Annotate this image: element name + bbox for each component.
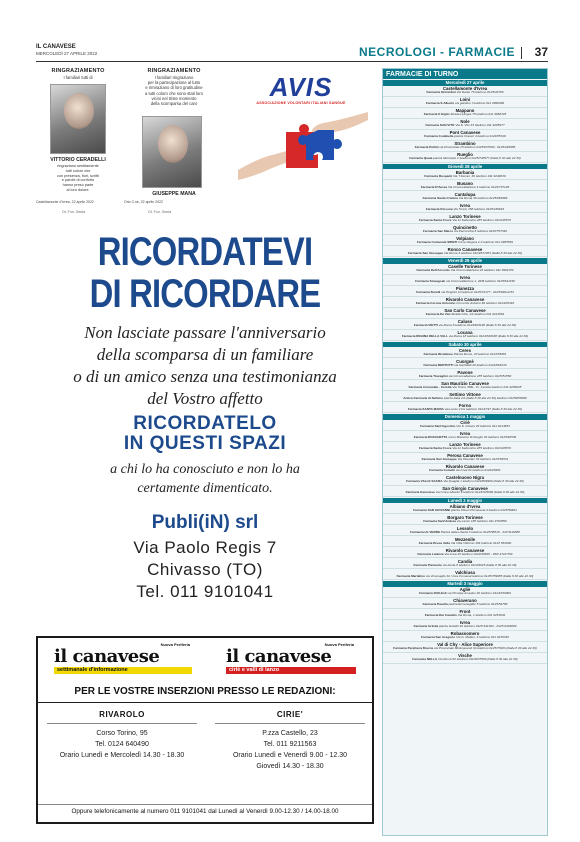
pharmacy-name: Farmacia Persona (425, 206, 453, 211)
town-name: Albiano d'Ivrea (449, 503, 481, 509)
office-address: Corso Torino, 95 (96, 730, 148, 737)
pharmacy-name: Farmacia NELLA (412, 657, 438, 662)
town-name: San Maurizio Canavese (441, 380, 489, 386)
pharmacy-entry (383, 531, 547, 536)
pharmacy-name: Farmacia San Marco (423, 228, 454, 233)
town-name: Caselle Torinese (448, 264, 482, 270)
pharmacy-name: Farmacia Santa Cristina (422, 195, 458, 200)
office-rivarolo (42, 710, 202, 761)
pharmacy-name: Farmacia Ricaldone (423, 351, 453, 356)
town-name: Strambino (454, 141, 476, 147)
pharmacies-title: FARMACIE DI TURNO (383, 69, 547, 79)
paragraph-line: o di un amico senza una testimonianza (73, 367, 337, 386)
pharmacy-entry (383, 658, 547, 663)
pharmacy-entry (383, 335, 547, 340)
pharmacy-address: Via Circonvallazione 24 telefono 011 9961150 (450, 268, 514, 273)
pharmacy-name: Farmacia BERTOTTI (423, 362, 454, 367)
pharmacy-name: Farmacia SANTA MARIA (407, 406, 444, 411)
portrait (64, 93, 94, 129)
avis-logo (248, 72, 354, 105)
obituary-name-2: GIUSEPPE MANA (152, 191, 196, 197)
pharmacy-name: Farmacia Comelli (429, 468, 455, 473)
pharmacy-address: Strada Leinigra 78 telefono 011 9968728 (450, 112, 507, 117)
pharmacy-name: Farmacia Santa Croce (418, 217, 452, 222)
town-name: Mezzenile (454, 536, 476, 542)
message-line: tutti coloro che (65, 168, 91, 173)
pharmacy-entry (383, 175, 547, 180)
pharmacy-address: via giardino 3 telefono 011 9996999 (455, 101, 505, 106)
pharmacy-name: Farmacia Latanza (417, 551, 444, 556)
pharmacy-address: via Vicomaglio 32 / loca Comanal telefono 0125/789085 (Dalle 8.30 alle 22.30) (425, 573, 534, 578)
pharmacy-name: Farmacia Sant'Agostino (420, 424, 456, 429)
pharmacy-entry (383, 520, 547, 525)
town-name: Cuorgnè (456, 358, 474, 364)
pharmacy-entry (383, 625, 547, 630)
pharmacy-name: Antica Farmacia di Settimo (403, 395, 443, 400)
company-city: Chivasso (TO) (147, 560, 263, 579)
message-line: vicini nel triste momento (151, 95, 197, 101)
pharmacy-address: via Pinghini 10 telefono 0125/72177 - 0125/64012/33 (441, 290, 514, 295)
town-name: Lanzo Torinese (449, 213, 481, 219)
obituary-1 (38, 68, 118, 80)
pharmacy-entry (383, 469, 547, 474)
day-header: Lunedì 2 maggio (383, 498, 547, 504)
pharmacy-address: piazza Italia 1/b (dalle 8.30 alle 22.30) telefono 0125/658090 (443, 395, 527, 400)
pharmacy-name: Farmacia Il Giglio (423, 112, 450, 117)
pharmacy-entry (383, 241, 547, 246)
obituary-title: RINGRAZIAMENTO (51, 68, 105, 74)
message-line: ringraziano sentitamente (57, 164, 99, 168)
message-line: I familiari ringraziano (154, 75, 194, 80)
pharmacy-address: via Provinciale 66/Acquaroli 3A telefono 0125/78203 (Dalle 8.30 alle 22.30) (434, 646, 537, 651)
pharmacy-entry (383, 375, 547, 380)
pharmacy-entry (383, 647, 547, 652)
pharmacy-address: via Roma 8 telefono 0124/601190 (Dalle 8.30 alle 22.30) (438, 323, 517, 328)
obituary-title: RINGRAZIAMENTO (147, 68, 201, 74)
logo-strip: settimanale d'informazione (54, 667, 192, 674)
pharmacy-address: Via S. Ciriaco 29 telefono 011 9214653 (456, 424, 510, 429)
obituary-message-2 (124, 75, 224, 106)
pharmacy-address: Via Circonvallazione 4 telefono 0124/737148 (447, 184, 510, 189)
pharmacy-address: Via T.Ferrari, 36 telefono 011 9240030 (452, 173, 506, 178)
pharmacy-address: Via Oberdan 39 telefono 0125/54531 (457, 457, 509, 462)
pharmacy-address: Via Roma 36 telefono 0125/669966 (458, 195, 508, 200)
pharmacy-entry (383, 186, 547, 191)
town-name: Loini (459, 97, 471, 103)
town-name: Locana (457, 330, 473, 336)
pharmacy-address: Via S. Vito 33 telefono 011 9295977 (455, 123, 505, 128)
pharmacy-address: Via Torino 158 telefono 0125/239618 (453, 206, 505, 211)
town-name: Mappano (455, 108, 475, 114)
pharmacy-address: Via Dante 70 telefono 0125/44700 (456, 90, 504, 95)
office-cirie (210, 710, 370, 772)
logo-tag: Nuova Periferia (324, 642, 354, 647)
obituary-place-date-1: Castellamonte d'Ivrea, 22 aprile 2022 (36, 200, 94, 204)
page-number: 37 (534, 45, 548, 59)
message-line: a tutti coloro che sono stati loro (145, 90, 203, 96)
town-name: Ivrea (459, 275, 471, 281)
ad-paragraph-2 (36, 460, 374, 498)
pharmacy-entry (383, 564, 547, 569)
day-header: Martedì 3 maggio (383, 581, 547, 587)
pharmacy-entry (383, 208, 547, 213)
paragraph-line: certamente dimenticato. (137, 481, 273, 496)
company-address: Via Paolo Regis 7 (133, 538, 277, 557)
cta-line-2: IN QUESTI SPAZI (123, 433, 287, 454)
message-line: hanno preso parte (62, 183, 94, 188)
pharmacy-address: piazza Municipio 1 telefono 0125/748577 (Dalle 8.30 alle 22.30) (433, 156, 521, 161)
pharmacy-name: Farmacia Santa Croce (418, 446, 452, 451)
pharmacy-address: Via 11 Settembre 285 telefono 0123/28872 (452, 446, 512, 451)
pharmacy-name: Farmacia De Zan (425, 312, 451, 317)
town-name: Front (459, 609, 471, 615)
pharmacy-entry (383, 603, 547, 608)
pharmacy-name: Farmacia Ghirardini (426, 90, 456, 95)
pharmacy-address: piazza Ermenegildo 5 telefono 0125/54788 (448, 602, 508, 607)
pharmacy-name: Farmacia Perphiera Bracca (393, 646, 434, 651)
pharmacy-entry (383, 313, 547, 318)
pharmacy-entry (383, 291, 547, 296)
company-name: Publi(iN) srl (151, 512, 259, 533)
pharmacy-name: Farmacia Dell'Accordo (416, 268, 450, 273)
phone-contact-note: Oppure telefonicamente al numero 011 9101041 dal Lunedì al Venerdì 9.00-12.30 / 14.00-18.00 (38, 804, 372, 815)
town-name: Borgaro Torinese (447, 514, 483, 520)
message-line: per la partecipazione al lutto (147, 80, 201, 86)
pharmacy-entry (383, 280, 547, 285)
paragraph-line: a chi lo ha conosciuto e non lo ha (110, 462, 300, 477)
day-header: Mercoledì 27 aprile (383, 80, 547, 86)
pharmacy-address: Via G. Matteo, 4 telefono 011 9235339 (456, 635, 509, 640)
office-hours: Orario Lunedì e Mercoledì 14.30 - 18.30 (59, 752, 185, 759)
town-name: Forno (458, 402, 472, 408)
town-name: Candia (457, 558, 473, 564)
pharmacy-address: via Ivrea 61 telefono 0124/28451 (455, 468, 501, 473)
obituary-intro: I familiari tutti di (63, 75, 93, 80)
pharmacy-entry (383, 252, 547, 257)
pharmacy-address: via Principe Amedeo 40 telefono 0124/330009 (447, 591, 511, 596)
town-name: Agliè (459, 587, 471, 593)
pharmacy-name: Farmacia Codebelle (424, 134, 454, 139)
town-name: Caluso (457, 319, 473, 325)
pharmacy-name: Farmacia Del Castello (424, 613, 457, 618)
paragraph-line: della scomparsa di un familiare (96, 345, 314, 364)
pharmacy-name: Farmacia Brusa Vella (418, 540, 450, 545)
headline-line-1: RICORDATEVI (97, 230, 313, 274)
pharmacy-address: Via Torino 38/E - Fr. Ceretta telefono 011 9289045 (452, 384, 522, 389)
pharmacy-name: Farmacia Burelli (416, 290, 441, 295)
pharmacy-entry (383, 575, 547, 580)
pharmacy-address: Piazza Rumo, 20 telefono 0123/53681 (453, 351, 507, 356)
pharmacy-entry (383, 135, 547, 140)
pharmacy-entry (383, 408, 547, 413)
pharmacy-name: Farmacia Quaia (409, 156, 433, 161)
pharmacy-name: Farmacia Sant'Andrea (423, 518, 456, 523)
pharmacy-entry (383, 491, 547, 496)
pharmacy-name: Farmacia VALLE SACRA (406, 479, 443, 484)
pharmacy-name: Farmacia Pollini (414, 145, 439, 150)
pharmacy-name: Farmacia REGINA DELLA VALL (401, 334, 448, 339)
town-name: Rivarolo Canavese (445, 297, 485, 303)
pharmacy-name: Farmacia ROCCHETTA (413, 435, 448, 440)
pharmacy-name: Farmacia Martalino (396, 573, 425, 578)
town-name: Pavone (457, 369, 473, 375)
pharmacy-entry (383, 509, 547, 514)
pharmacy-entry (383, 614, 547, 619)
town-name: Settimo Vittone (449, 391, 481, 397)
pharmacy-entry (383, 102, 547, 107)
company-phone: Tel. 011 9101041 (136, 582, 274, 601)
obituary-message-1 (36, 164, 120, 193)
obituary-place-date-2: Orio C.se, 22 aprile 2022 (124, 200, 163, 204)
puzzle-hands-icon (238, 110, 368, 182)
town-name: Quincinetto (453, 224, 477, 230)
pharmacy-name: Farmacia Ruspanti (424, 173, 453, 178)
pharmacy-entry (383, 197, 547, 202)
message-line: e parole di conforto (61, 178, 95, 183)
obituary-signature-2: Ot. Fun. Genta (148, 210, 172, 214)
pharmacy-name: Farmacia Comunale - Ceretta (408, 384, 452, 389)
town-name: Rivarolo Canavese (445, 547, 485, 553)
pharmacy-name: Farmacia Smeagoeli (415, 279, 446, 284)
obituary-photo-2 (142, 116, 202, 188)
logo-strip: ciriè e valli di lanzo (226, 667, 356, 674)
town-name: Valchiusa (455, 569, 475, 575)
pharmacy-address: Piazza della Libertà 3 telefono 0125/58816 - 347/1116888 (440, 529, 520, 534)
town-name: Ciriè (460, 420, 470, 426)
town-name: Perosa Canavese (447, 453, 483, 459)
divider (521, 47, 522, 59)
paragraph-line: del Vostro affetto (147, 389, 263, 408)
pharmacy-name: Farmacia DUGALE (419, 591, 447, 596)
office-phone: Tel. 011 9211563 (263, 741, 317, 748)
pharmacy-name: Farmacia SAN VITO (425, 123, 455, 128)
town-name: Ivrea (459, 202, 471, 208)
obituary-name-1: VITTORIO CERADELLI (50, 157, 106, 163)
town-name: Pont Canavese (449, 130, 481, 136)
avis-ad (228, 66, 374, 182)
pharmacy-name: Farmacia D'Aurea (420, 184, 447, 189)
pharmacy-entry (383, 219, 547, 224)
pharmacy-entry (383, 91, 547, 96)
town-name: Vische (458, 653, 472, 659)
pharmacy-entry (383, 157, 547, 162)
obituary-photo-1 (50, 84, 106, 154)
town-name: Castelnuovo Nigra (446, 475, 484, 481)
pharmacy-address: Via Roma, 1 telefono 011 9251632 (457, 613, 506, 618)
pharmacy-entry (383, 146, 547, 151)
pharmacy-entry (383, 553, 547, 558)
pharmacy-address: piazza Gobetti 10 telefono 0125 641302 - 0125 6449899 (438, 624, 517, 629)
town-name: Ceres (459, 347, 471, 353)
town-name: Pianezza (455, 286, 475, 292)
town-name: Lessolo (456, 525, 474, 531)
cta-line-1: RICORDATELO (133, 413, 277, 434)
pharmacies-on-duty (382, 68, 548, 836)
pharmacy-name: Farmacia SAN GIOVANNI (413, 507, 451, 512)
pharmacy-entry (383, 397, 547, 402)
pharmacy-name: Farmacia San Giuseppe (408, 250, 444, 255)
town-name: Robassomero (450, 631, 480, 637)
pharmacy-name: Farmacia Corona Antonino (415, 301, 456, 306)
pharmacy-entry (383, 436, 547, 441)
pharmacy-name: Farmacia Pasella (422, 602, 448, 607)
pharmacy-address: via Circonvallazione 1, 26/B telefono 0125/641150 (446, 279, 515, 284)
il-canavese-cirie-logo (226, 642, 356, 676)
town-name: Ivrea (459, 620, 471, 626)
town-name: Rueglio (457, 152, 473, 158)
pharmacy-entry (383, 542, 547, 547)
pharmacy-address: via Provinciale 15 telefono 0125/637990 - 0125/449888 (439, 145, 516, 150)
pharmacy-address: via Roma 18 telefono 0124/818168 (Dalle 8.30 alle 22.30) (448, 334, 529, 339)
section-title (359, 45, 522, 59)
pharmacy-name: Farmacia LE VERDE (410, 529, 441, 534)
office-name: CIRIE' (276, 710, 304, 719)
pharmacy-entry (383, 324, 547, 329)
issue-date: MERCOLEDÌ 27 APRILE 2022 (36, 51, 98, 56)
pharmacy-address: corso Massimo D'Azeglio 34 telefono 0125/40536 (448, 435, 517, 440)
memorial-ad (36, 222, 374, 628)
pharmacy-name: Farmacia Piemonte (413, 562, 442, 567)
message-line: della scomparsa del caro (150, 101, 198, 107)
day-header: Venerdì 29 aprile (383, 258, 547, 264)
pharmacy-address: Corso Regina 2-3 telefono 011 9985599 (458, 239, 513, 244)
pharmacy-entry (383, 124, 547, 129)
divider (215, 723, 365, 724)
ad-paragraph-1 (36, 322, 374, 410)
avis-subtitle: ASSOCIAZIONE VOLONTARI ITALIANI SANGUE (256, 101, 346, 105)
town-name: Nole (460, 119, 470, 125)
pharmacy-address: Via Roma 52 telefono 011/9837809 (Dalle 8.30 alle 22.30) (438, 657, 518, 662)
message-line: e rimiraziano di loro gratitudine (145, 85, 203, 91)
message-line: al loro dolore. (66, 187, 90, 192)
obituary-signature-1: Ot. Fun. Genta (62, 210, 86, 214)
pharmacy-entry (383, 353, 547, 358)
portrait (158, 125, 188, 163)
pharmacy-name: Farmacia Comunale SIBETI (417, 239, 458, 244)
town-name: San Giorgio Canavese (442, 486, 488, 492)
office-name: RIVAROLO (99, 710, 145, 719)
town-name: Val di Chy - Alice Superiore (437, 642, 493, 648)
pharmacy-address: via Croce Albarini 6 telefono 0124/325096 (Dalle 8.30 alle 22.30) (435, 490, 525, 495)
town-name: Barbania (455, 169, 475, 175)
pharmacy-address: piazza Oliveri Primaverai 4 telefono 0125/59661 (450, 507, 517, 512)
pharmacy-entry (383, 113, 547, 118)
pharmacy-entry (383, 302, 547, 307)
town-name: Lanzo Torinese (449, 442, 481, 448)
town-name: Ivrea (459, 431, 471, 437)
logo-wordmark: il canavese (226, 646, 332, 667)
town-name: San Carlo Canavese (444, 308, 486, 314)
pharmacy-address: Corso Re Arduino 66 telefono 0124/28318 (456, 301, 515, 306)
pharmacy-name: Farmacia Grinda (413, 624, 439, 629)
pharmacy-address: Via Ivrea 18 telefono 0124/28638 - 380/ 4724 554 (444, 551, 513, 556)
pharmacy-address: Via Vitta Vittorino 184 telefono 0123 581900 (450, 540, 512, 545)
town-name: Rivarolo Canavese (445, 464, 485, 470)
town-name: Ronco Canavese (447, 246, 483, 252)
pharmacy-entry (383, 480, 547, 485)
town-name: Volpiano (456, 235, 474, 241)
pharmacy-entry (383, 458, 547, 463)
pharmacy-entry (383, 269, 547, 274)
paragraph-line: Non lasciate passare l'anniversario (84, 323, 326, 342)
il-canavese-logo (54, 642, 192, 676)
page-header (36, 44, 548, 62)
obituary-2 (124, 68, 224, 106)
pharmacy-address: via Circonvallazione 185 telefono 0125/51550 (448, 373, 512, 378)
section-title-text: NECROLOGI - FARMACIE (359, 45, 515, 59)
pharmacy-address: Via Quaglia 1 telefono 0124/809900 (Dalle 8.30 alle 22.30) (443, 479, 524, 484)
avis-wordmark: AVIS (269, 72, 333, 102)
logo-tag: Nuova Periferia (160, 642, 190, 647)
pharmacy-address: Strada Ciriè, 1/b telefono 011 9213881 (451, 312, 505, 317)
office-address: P.zza Castello, 23 (262, 730, 318, 737)
pharmacy-name: Farmacia San Giuseppe (421, 457, 457, 462)
office-hours: Giovedì 14.30 - 18.30 (256, 763, 324, 770)
headline-line-2: DI RICORDARE (89, 272, 321, 316)
pharmacy-address: via Lanzo 2 bis telefono 0124/747 (Dalle 8.30 alle 22.30) (444, 406, 523, 411)
pharmacy-address: via Lanzo 188 telefono 011 4703550 (456, 518, 507, 523)
pharmacy-name: Farmacia San Gregorio (421, 635, 456, 640)
day-header: Giovedì 28 aprile (383, 164, 547, 170)
pharmacy-address: Via 11 Settembre 285 telefono 0123/28872 (452, 217, 512, 222)
pharmacy-entry (383, 636, 547, 641)
pharmacy-address: via Aosta 8 telefono 0124/4025 (Dalle 8.30 alle 22.30) (442, 562, 517, 567)
message-line: con presenza, fiori, scritti (57, 173, 99, 178)
divider (47, 723, 197, 724)
pharmacy-entry (383, 425, 547, 430)
pharmacy-name: Farmacia Travaglini (418, 373, 448, 378)
pharmacy-entry (383, 230, 547, 235)
town-name: Chiaverano (453, 598, 477, 604)
office-phone: Tel. 0124 640490 (95, 741, 149, 748)
newsroom-contacts-box (36, 636, 374, 824)
pharmacy-entry (383, 447, 547, 452)
office-hours: Orario Lunedì e Venerdì 9.00 - 12.30 (232, 752, 348, 759)
pharmacy-entry (383, 386, 547, 391)
logo-wordmark: il canavese (54, 646, 160, 667)
day-header: Sabato 30 aprile (383, 342, 547, 348)
pharmacy-address: via Parrocchia 8 telefono 0125/757340 (453, 228, 507, 233)
masthead: IL CANAVESE (36, 44, 76, 50)
pharmacy-name: Farmacia Genovese (405, 490, 435, 495)
town-name: Busano (457, 180, 473, 186)
day-header: Domenica 1 maggio (383, 414, 547, 420)
pharmacy-name: Farmacia S.Alberto (425, 101, 455, 106)
pharmacy-address: via Garibaldi 20 telefono 0124/661810 (454, 362, 507, 367)
town-name: Cantalupa (454, 191, 476, 197)
pharmacy-entry (383, 592, 547, 597)
box-heading: PER LE VOSTRE INSERZIONI PRESSO LE REDAZIONI: (38, 686, 372, 703)
pharmacy-name: Farmacia VIETTI (413, 323, 438, 328)
pharmacy-address: Via Roma 4 telefono 0124/817283 (Dalle 8.30 alle 22.30) (443, 250, 522, 255)
pharmacy-address: piazza Craveri 4 telefono 0124/85316 (454, 134, 506, 139)
pharmacy-entry (383, 364, 547, 369)
town-name: Castellamonte d'Ivrea (442, 86, 488, 92)
